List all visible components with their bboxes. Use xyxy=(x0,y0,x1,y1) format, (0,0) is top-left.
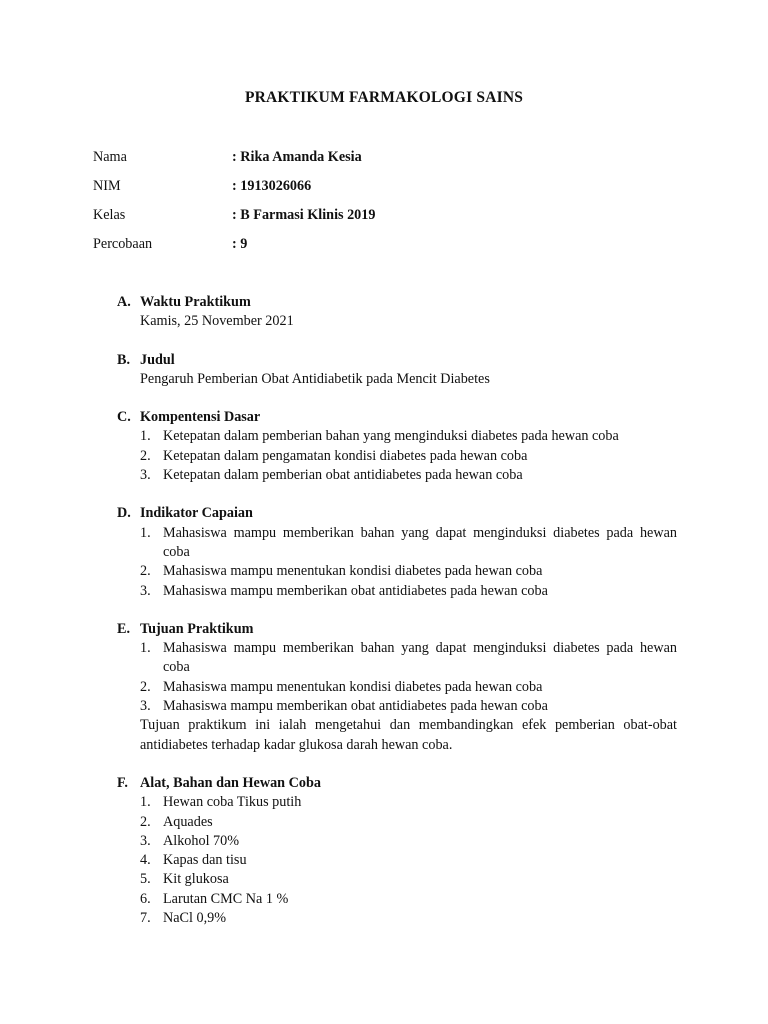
section-waktu-praktikum xyxy=(117,293,677,332)
list-item xyxy=(140,697,677,716)
list-number: 6. xyxy=(140,890,151,907)
section-heading xyxy=(117,774,677,793)
list-item xyxy=(140,890,677,909)
section-letter: B. xyxy=(117,351,131,368)
section-heading xyxy=(117,620,677,639)
info-value: : B Farmasi Klinis 2019 xyxy=(232,207,376,223)
numbered-list xyxy=(117,524,677,601)
list-text: Alkohol 70% xyxy=(163,832,240,849)
list-number: 1. xyxy=(140,524,151,541)
list-number: 3. xyxy=(140,832,151,849)
list-text: Mahasiswa mampu memberikan obat antidiabetes pada hewan coba xyxy=(163,698,548,715)
info-row-nama xyxy=(93,148,693,177)
list-item xyxy=(140,524,677,563)
section-letter: E. xyxy=(117,620,131,637)
list-text: Ketepatan dalam pemberian bahan yang menginduksi diabetes pada hewan coba xyxy=(163,428,619,445)
list-text: Mahasiswa mampu menentukan kondisi diabetes pada hewan coba xyxy=(163,563,543,580)
list-number: 4. xyxy=(140,852,151,869)
list-number: 2. xyxy=(140,678,151,695)
list-item xyxy=(140,678,677,697)
list-text: NaCl 0,9% xyxy=(163,910,227,927)
list-item xyxy=(140,562,677,581)
identity-block xyxy=(93,148,693,264)
info-label: Nama xyxy=(93,149,127,165)
list-number: 1. xyxy=(140,428,151,445)
section-heading-text: Waktu Praktikum xyxy=(140,294,251,310)
list-item xyxy=(140,582,677,601)
list-item xyxy=(140,793,677,812)
section-heading-text: Kompentensi Dasar xyxy=(140,409,261,426)
list-item xyxy=(140,870,677,889)
list-number: 7. xyxy=(140,910,151,927)
section-heading-text: Judul xyxy=(140,351,175,368)
sections xyxy=(117,293,677,947)
list-number: 3. xyxy=(140,582,151,599)
list-item xyxy=(140,639,677,678)
info-value: : Rika Amanda Kesia xyxy=(232,149,362,165)
list-text: Ketepatan dalam pemberian obat antidiabetes pada hewan coba xyxy=(163,467,523,484)
list-text: Mahasiswa mampu memberikan obat antidiabetes pada hewan coba xyxy=(163,582,548,599)
section-judul xyxy=(117,351,677,390)
section-tujuan-praktikum xyxy=(117,620,677,755)
info-value: : 9 xyxy=(232,236,248,252)
list-item xyxy=(140,447,677,466)
list-text: Hewan coba Tikus putih xyxy=(163,794,302,811)
section-heading-text: Tujuan Praktikum xyxy=(140,620,254,637)
section-heading xyxy=(117,408,677,427)
list-number: 2. xyxy=(140,447,151,464)
list-item xyxy=(140,427,677,446)
list-text: Aquades xyxy=(163,813,213,830)
list-text: Mahasiswa mampu memberikan bahan yang dapat menginduksi diabetes pada hewan coba xyxy=(163,640,677,676)
section-body: Pengaruh Pemberian Obat Antidiabetik pada Mencit Diabetes xyxy=(140,370,490,387)
info-label: Kelas xyxy=(93,207,126,223)
numbered-list xyxy=(117,793,677,928)
list-number: 5. xyxy=(140,871,151,888)
list-text: Larutan CMC Na 1 % xyxy=(163,890,289,907)
section-letter: C. xyxy=(117,409,131,426)
section-alat-bahan xyxy=(117,774,677,928)
list-item xyxy=(140,832,677,851)
list-item xyxy=(140,813,677,832)
numbered-list xyxy=(117,427,677,485)
section-body: Kamis, 25 November 2021 xyxy=(140,313,294,330)
list-number: 1. xyxy=(140,640,151,657)
list-item xyxy=(140,466,677,485)
info-label: NIM xyxy=(93,178,121,194)
section-heading xyxy=(117,351,677,370)
section-heading xyxy=(117,293,677,312)
list-text: Kit glukosa xyxy=(163,871,229,888)
list-number: 1. xyxy=(140,794,151,811)
numbered-list xyxy=(117,639,677,716)
section-heading-text: Alat, Bahan dan Hewan Coba xyxy=(140,774,321,791)
section-kompetensi-dasar xyxy=(117,408,677,485)
list-item xyxy=(140,851,677,870)
list-number: 2. xyxy=(140,563,151,580)
info-row-nim xyxy=(93,177,693,206)
list-text: Ketepatan dalam pengamatan kondisi diabetes pada hewan coba xyxy=(163,447,528,464)
section-letter: D. xyxy=(117,505,131,522)
info-value: : 1913026066 xyxy=(232,178,312,194)
section-letter: F. xyxy=(117,774,128,791)
info-row-kelas xyxy=(93,206,693,235)
list-item xyxy=(140,909,677,928)
list-text: Mahasiswa mampu memberikan bahan yang dapat menginduksi diabetes pada hewan coba xyxy=(163,524,677,560)
list-number: 2. xyxy=(140,813,151,830)
section-letter: A. xyxy=(117,294,131,310)
info-label: Percobaan xyxy=(93,236,153,252)
section-indikator-capaian xyxy=(117,504,677,600)
document-title: PRAKTIKUM FARMAKOLOGI SAINS xyxy=(244,89,524,106)
list-number: 3. xyxy=(140,467,151,484)
section-paragraph: Tujuan praktikum ini ialah mengetahui dan membandingkan efek pemberian obat-obat antidiabetes terhadap kadar glukosa darah hewan coba. xyxy=(140,717,677,753)
list-text: Mahasiswa mampu menentukan kondisi diabetes pada hewan coba xyxy=(163,678,543,695)
list-text: Kapas dan tisu xyxy=(163,852,247,869)
section-heading xyxy=(117,504,677,523)
section-heading-text: Indikator Capaian xyxy=(140,505,253,522)
list-number: 3. xyxy=(140,698,151,715)
info-row-percobaan xyxy=(93,235,693,264)
